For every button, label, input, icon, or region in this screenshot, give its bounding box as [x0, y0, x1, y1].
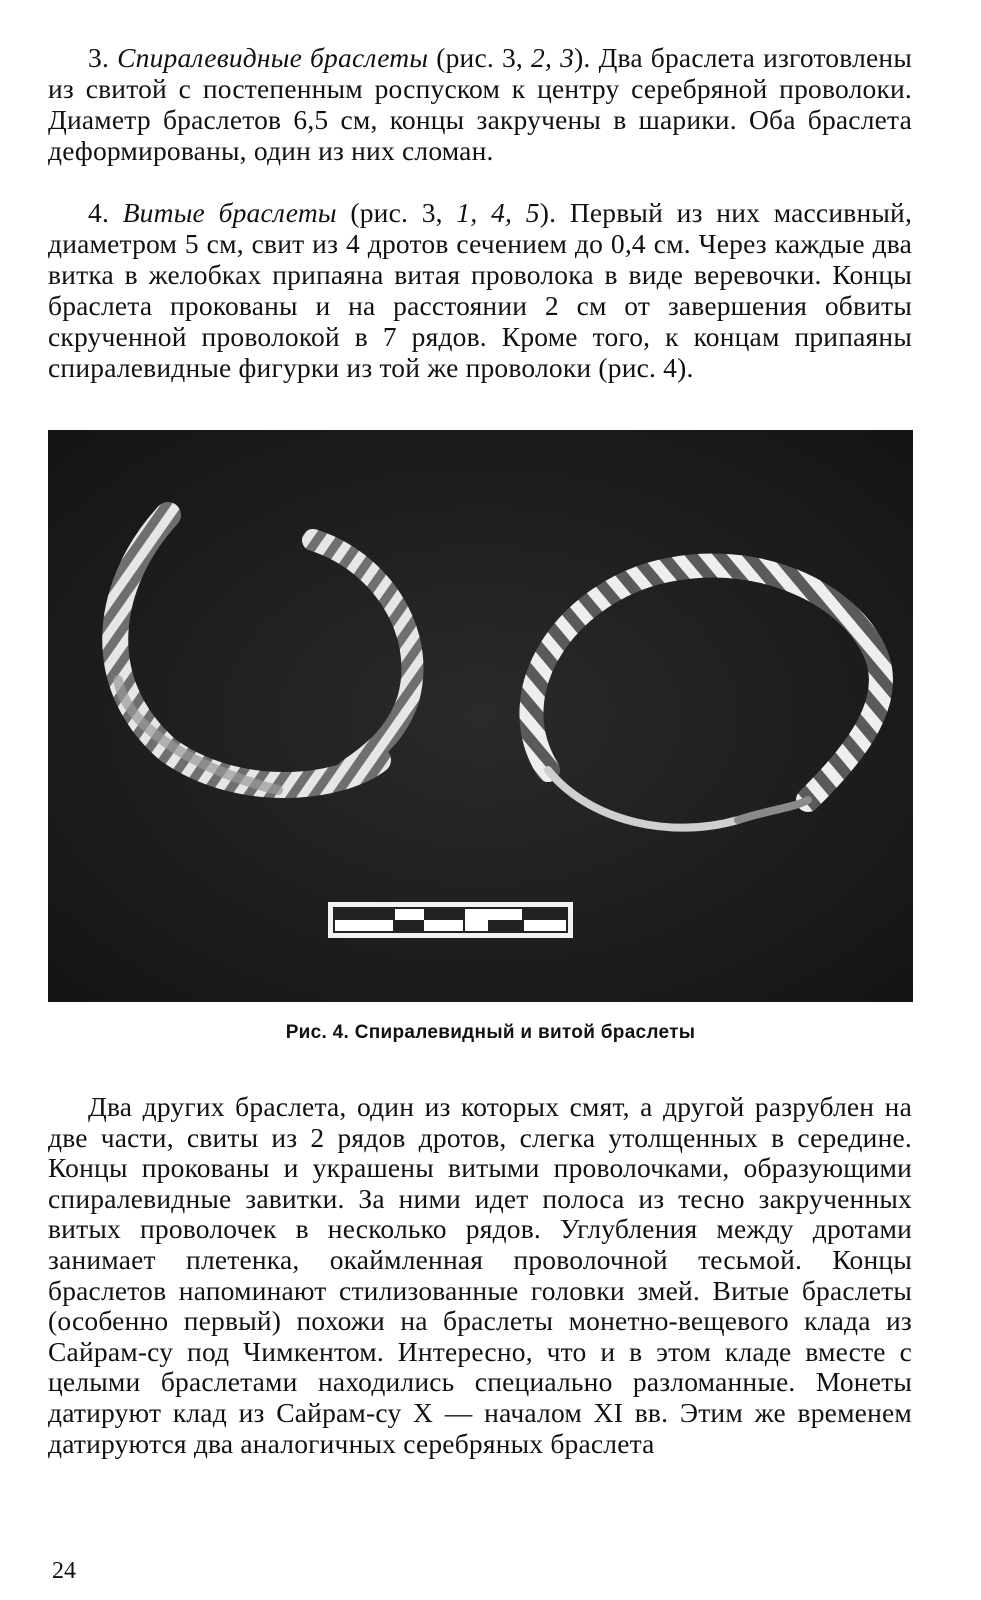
paragraph-text: Первый из них массивный, диаметром 5 см, свит из 4 дротов сечением до 0,4 см. Через каждые два витка в желобках припаяна витая проволока в виде веревочки. Концы браслета прокованы и на расстоянии 2 см от завершения обвиты скрученной проволокой в 7 рядов. Кроме того, к концам припаяны спиралевидные фигурки из той же проволоки (рис. 4). [48, 197, 913, 383]
paragraph-text: Два других браслета, один из которых смят, а другой разрублен на две части, свиты из 2 рядов дротов, слегка утолщенных в середине. Концы прокованы и украшены витыми проволочками, образующими спиралевидные завитки. За ними идет полоса из тесно закрученных витых проволочек в несколько рядов. Углубления между дротами занимает плетенка, окаймленная проволочной тесьмой. Концы браслетов напоминают стилизованные головки змей. Витые браслеты (особенно первый) похожи на браслеты монетно-вещевого клада из Сайрам-су под Чимкентом. Интересно, что и в этом кладе вместе с целыми браслетами находились специально разломанные. Монеты датируют клад из Сайрам-су X — началом XI вв. Этим же временем датируются два аналогичных серебряных браслета [48, 1091, 912, 1459]
item-number: 4. [88, 197, 110, 228]
paragraph-spiral-bracelets: 3. Спиралевидные браслеты (рис. 3, 2, 3). Два браслета изготовлены из свитой с постепенным роспуском к центру серебряной проволоки. Диаметр браслетов 6,5 см, концы закручены в шарики. Оба браслета деформированы, один из них сломан. [48, 42, 912, 166]
item-number: 3. [88, 42, 110, 73]
scale-bar [328, 902, 573, 938]
paragraph-twisted-bracelets: 4. Витые браслеты (рис. 3, 1, 4, 5). Первый из них массивный, диаметром 5 см, свит из 4 дротов сечением до 0,4 см. Через каждые два витка в желобках припаяна витая проволока в виде веревочки. Концы браслета прокованы и на расстоянии 2 см от завершения обвиты скрученной проволокой в 7 рядов. Кроме того, к концам припаяны спиралевидные фигурки из той же проволоки (рис. 4). [48, 197, 913, 383]
paragraph-other-bracelets [48, 1092, 912, 1459]
figure-caption: Рис. 4. Спиралевидный и витой браслеты [285, 1022, 696, 1043]
page-number: 24 [52, 1558, 76, 1584]
figure-photo-bracelets [48, 430, 913, 1002]
item-title: Спиралевидные браслеты [117, 42, 429, 73]
bracelets-photo [48, 430, 913, 1002]
paragraph-text: Два браслета изготовлены из свитой с постепенным роспуском к центру серебряной проволоки. Диаметр браслетов 6,5 см, концы закручены в шарики. Оба браслета деформированы, один из них сломан. [48, 42, 912, 166]
item-title: Витые браслеты [122, 197, 337, 228]
